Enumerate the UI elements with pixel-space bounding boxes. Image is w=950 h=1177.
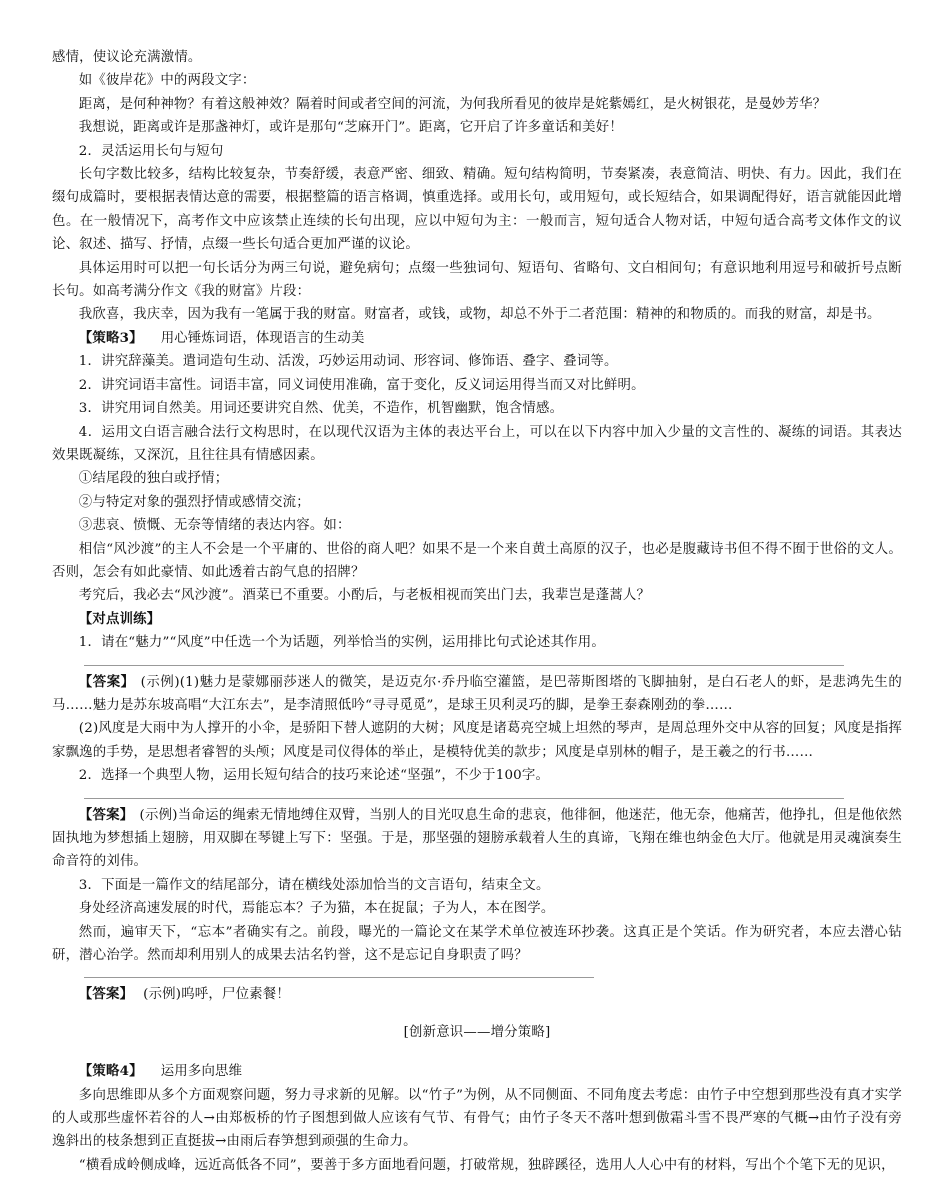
training-heading: 【对点训练】 — [78, 610, 161, 627]
question-3: 3．下面是一篇作文的结尾部分，请在横线处添加恰当的文言语句，结束全文。 — [78, 877, 550, 893]
question-2: 2．选择一个典型人物，运用长短句结合的技巧来论述“坚强”，不少于100字。 — [78, 768, 550, 784]
paragraph: 我想说，距离或许是那盏神灯，或许是那句“芝麻开门”。距离，它开启了许多童话和美好！ — [78, 120, 623, 136]
list-item: ③悲哀、愤慨、无奈等情绪的表达内容。如： — [78, 518, 351, 534]
paragraph: “横看成岭侧成峰，远近高低各不同”，要善于多方面地看问题，打破常规，独辟蹊径，选用人人心中有的材料，写出个个笔下无的见识， — [78, 1157, 895, 1173]
strategy-tag: 【策略4】 — [78, 1063, 143, 1080]
section-header: [创新意识——增分策略] — [403, 1024, 551, 1040]
answer-line — [84, 977, 594, 978]
example-paragraph: 考究后，我必去“风沙渡”。酒菜已不重要。小酌后，与老板相视而笑出门去，我辈岂是蓬蒿人？ — [78, 588, 651, 604]
answer-tag: 【答案】 — [78, 673, 135, 690]
strategy-title: 用心锤炼词语，体现语言的生动美 — [160, 330, 365, 346]
answer-3 — [52, 983, 902, 1006]
question-3-text: 然而，遍审天下，“忘本”者确实有之。前段，曝光的一篇论文在某学术单位被连环抄袭。这真正是个笑话。作为研究者，本应去潜心钻研，潜心治学。然而却利用别人的成果去沽名钓誉，这不是忘记自身职责了吗？ — [52, 924, 902, 964]
answer-1-part-2: (2)风度是大雨中为人撑开的小伞，是骄阳下替人遮阴的大树；风度是诸葛亮空城上坦然的琴声，是周总理外交中从容的回复；风度是指挥家飘逸的手势，是思想者睿智的头颅；风度是司仪得体的举止，是模特优美的款步；风度是卓别林的帽子，是王羲之的行书…… — [52, 721, 902, 760]
paragraph: 长句字数比较多，结构比较复杂，节奏舒缓，表意严密、细致、精确。短句结构简明，节奏紧凑，表意简洁、明快、有力。因此，我们在缀句成篇时，要根据表情达意的需要，根据整篇的语言格调，慎重选择。或用长句，或用短句，或长短结合，如果调配得好，语言就能因此增色。在一般情况下，高考作文中应该禁止连续的长句出现，应以中短句为主：一般而言，短句适合人物对话，中短句适合高考文体作文的议论、叙述、描写、抒情，点缀一些长句适合更加严谨的议论。 — [52, 167, 902, 253]
answer-line — [84, 665, 844, 666]
list-item: 1．讲究辞藻美。遣词造句生动、活泼，巧妙运用动词、形容词、修饰语、叠字、叠词等。 — [78, 354, 618, 370]
strategy-4-heading — [52, 1060, 902, 1083]
list-item: ①结尾段的独白或抒情； — [78, 471, 229, 487]
answer-tag: 【答案】 — [78, 806, 134, 823]
strategy-tag: 【策略3】 — [78, 329, 143, 346]
example-paragraph: 相信“风沙渡”的主人不会是一个平庸的、世俗的商人吧？如果不是一个来自黄土高原的汉子，也必是腹藏诗书但不得不囿于世俗的文人。否则，怎会有如此豪情、如此透着古韵气息的招牌？ — [52, 541, 902, 580]
answer-tag: 【答案】 — [78, 986, 134, 1003]
question-3-text: 身处经济高速发展的时代，焉能忘本？子为猫，本在捉鼠；子为人，本在图学。 — [78, 901, 555, 917]
answer-2 — [52, 804, 902, 874]
strategy-title: 运用多向思维 — [160, 1064, 243, 1080]
paragraph: 如《彼岸花》中的两段文字： — [78, 73, 256, 89]
answer-text: (示例)当命运的绳索无情地缚住双臂，当别人的目光叹息生命的悲哀，他徘徊，他迷茫，他无奈，他痛苦，他挣扎，但是他依然固执地为梦想插上翅膀，用双脚在琴键上写下：坚强。于是，那坚强的翅膀承载着人生的真谛，飞翔在维也纳金色大厅。他就是用灵魂演奏生命音符的刘伟。 — [52, 807, 902, 870]
answer-line — [84, 798, 844, 799]
answer-text: (示例)(1)魅力是蒙娜丽莎迷人的微笑，是迈克尔·乔丹临空灌篮，是巴蒂斯图塔的飞脚抽射，是白石老人的虾，是悲鸿先生的马……魅力是苏东坡高唱“大江东去”，是李清照低吟“寻寻觅觅”，是球王贝利灵巧的脚，是拳王泰森刚劲的拳…… — [52, 674, 902, 713]
paragraph: 我欣喜，我庆幸，因为我有一笔属于我的财富。财富者，或钱，或物，却总不外于二者范围：精神的和物质的。而我的财富，却是书。 — [78, 307, 881, 323]
list-item: 3．讲究用词自然美。用词还要讲究自然、优美，不造作，机智幽默，饱含情感。 — [78, 401, 564, 417]
paragraph: 多向思维即从多个方面观察问题，努力寻求新的见解。以“竹子”为例，从不同侧面、不同角度去考虑：由竹子中空想到那些没有真才实学的人或那些虚怀若谷的人→由郑板桥的竹子图想到做人应该有气节、有骨气；由竹子冬天不落叶想到傲霜斗雪不畏严寒的气概→由竹子没有旁逸斜出的枝条想到正直挺拔→由雨后春笋想到顽强的生命力。 — [52, 1087, 902, 1150]
answer-1 — [52, 671, 902, 718]
strategy-3-heading — [52, 327, 902, 350]
subheading: 2．灵活运用长句与短句 — [78, 143, 224, 159]
answer-text: (示例)呜呼，尸位素餐！ — [143, 987, 290, 1003]
paragraph: 感情，使议论充满激情。 — [52, 50, 202, 65]
list-item: 2．讲究词语丰富性。词语丰富，同义词使用准确，富于变化，反义词运用得当而又对比鲜明。 — [78, 377, 645, 393]
paragraph: 距离，是何种神物？有着这般神效？隔着时间或者空间的河流，为何我所看见的彼岸是姹紫嫣红，是火树银花，是曼妙芳华？ — [78, 96, 827, 112]
list-item: ②与特定对象的强烈抒情或感情交流； — [78, 494, 310, 510]
paragraph: 具体运用时可以把一句长话分为两三句说，避免病句；点缀一些独词句、短语句、省略句、文白相间句；有意识地利用逗号和破折号点断长句。如高考满分作文《我的财富》片段： — [52, 260, 902, 300]
question-1: 1．请在“魅力”“风度”中任选一个为话题，列举恰当的实例，运用排比句式论述其作用。 — [78, 635, 605, 651]
list-item: 4．运用文白语言融合法行文构思时，在以现代汉语为主体的表达平台上，可以在以下内容中加入少量的文言性的、凝练的词语。其表达效果既凝练，又深沉，且往往具有情感因素。 — [52, 424, 902, 463]
